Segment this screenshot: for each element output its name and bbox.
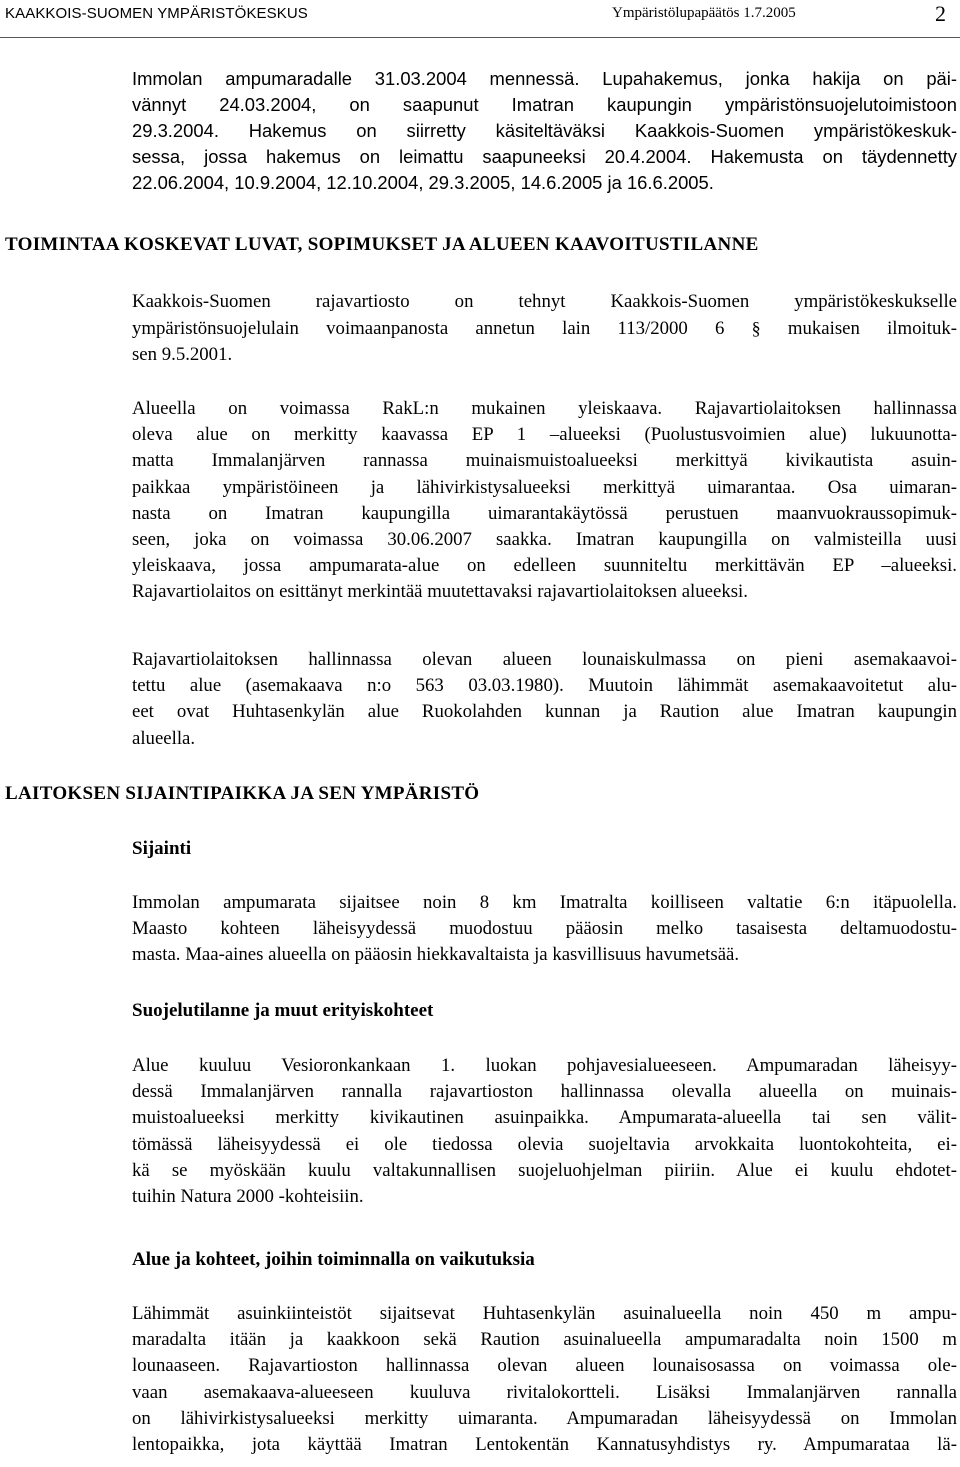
text-line [132,315,957,342]
text-line: sen 9.5.2001. [132,344,233,366]
text-line: tuihin Natura 2000 -kohteisiin. [132,1186,364,1208]
text-line: eet ovat Huhtasenkylän alue Ruokolahden kunnan ja Raution alue Imatran kaupungin [132,701,957,723]
text-line: Immolan ampumaradalle 31.03.2004 mennessä. Lupahakemus, jonka hakija on päi- [132,68,957,89]
text-line: lentopaikka, jota käyttää Imatran Lentokentän Kannatusyhdistys ry. Ampumarataa lä- [132,1434,957,1456]
text-fragment: ympäristönsuojelulain voimaanpanosta annetun lain 113/2000 6 [132,318,752,340]
text-line: masta. Maa-aines alueella on pääosin hiekkavaltaista ja kasvillisuus havumetsää. [132,944,740,966]
header-document-title: Ympäristölupapäätös 1.7.2005 [612,5,796,21]
text-line: dessä Immalanjärven rannalla rajavartioston hallinnassa olevalla alueella on muinais- [132,1081,957,1103]
text-line: seen, joka on voimassa 30.06.2007 saakka. Imatran kaupungilla on valmisteilla uusi [132,529,957,551]
subheading-affected-areas: Alue ja kohteet, joihin toiminnalla on vaikutuksia [132,1249,535,1270]
text-line: oleva alue on merkitty kaavassa EP 1 –alueeksi (Puolustusvoimien alue) lukuunotta- [132,424,957,446]
header-rule [0,37,960,38]
paragraph-detailed-plan [132,647,957,752]
subheading-protection-status: Suojelutilanne ja muut erityiskohteet [132,1000,434,1021]
text-line: 22.06.2004, 10.9.2004, 12.10.2004, 29.3.2005, 14.6.2005 ja 16.6.2005. [132,172,714,194]
text-line: lounaaseen. Rajavartioston hallinnassa olevan alueen lounaisosassa on voimassa ole- [132,1355,957,1377]
text-line: 29.3.2004. Hakemus on siirretty käsiteltäväksi Kaakkois-Suomen ympäristökeskuk- [132,120,957,142]
text-line: alueella. [132,727,196,749]
text-line: sessa, jossa hakemus on leimattu saapuneeksi 20.4.2004. Hakemusta on täydennetty [132,146,957,168]
heading-permits-and-zoning: TOIMINTAA KOSKEVAT LUVAT, SOPIMUKSET JA ALUEEN KAAVOITUSTILANNE [5,234,759,255]
text-line: Lähimmät asuinkiinteistöt sijaitsevat Huhtasenkylän asuinalueella noin 450 m ampu- [132,1303,957,1324]
text-line: Kaakkois-Suomen rajavartiosto on tehnyt Kaakkois-Suomen ympäristökeskukselle [132,291,957,312]
text-line: vaan asemakaava-alueeseen kuuluva rivitalokortteli. Lisäksi Immalanjärven rannalla [132,1381,957,1403]
text-line: Rajavartiolaitoksen hallinnassa olevan alueen lounaiskulmassa on pieni asemakaavoi- [132,649,957,670]
paragraph-border-guard-notification [132,289,957,369]
text-line: paikkaa ympäristöineen ja lähivirkistysalueeksi merkittyä uimarantaa. Osa uimaran- [132,476,957,498]
text-line: tömässä läheisyydessä ei ole tiedossa olevia suojeltavia arvokkaita luontokohteita, ei- [132,1133,957,1155]
text-line: maradalta itään ja kaakkoon sekä Raution asuinalueella ampumaradalta noin 1500 m [132,1329,957,1351]
text-line: Immolan ampumarata sijaitsee noin 8 km Imatralta koilliseen valtatie 6:n itäpuolella. [132,892,957,913]
intro-paragraph [132,66,957,196]
text-line: nasta on Imatran kaupungilla uimarantakäytössä perustuen maanvuokraussopimuk- [132,502,957,524]
paragraph-master-plan [132,396,957,606]
paragraph-affected-areas [132,1301,957,1458]
text-line: kä se myöskään kuulu valtakunnallisen suojeluohjelman piiriin. Alue ei kuulu ehdotet- [132,1159,957,1181]
text-line: Alue kuuluu Vesioronkankaan 1. luokan pohjavesialueeseen. Ampumaradan läheisyy- [132,1055,957,1076]
text-line: tettu alue (asemakaava n:o 563 03.03.1980). Muutoin lähimmät asemakaavoitetut alu- [132,675,957,697]
text-line: matta Immalanjärven rannassa muinaismuistoalueeksi merkittyä kivikautista asuin- [132,450,957,472]
page-number: 2 [935,1,946,26]
text-line: Alueella on voimassa RakL:n mukainen yleiskaava. Rajavartiolaitoksen hallinnassa [132,398,957,419]
section-sign: § [751,318,761,339]
header-organization: KAAKKOIS-SUOMEN YMPÄRISTÖKESKUS [5,5,308,22]
text-line: muistoalueeksi merkitty kivikautinen asuinpaikka. Ampumarata-alueella tai sen välit- [132,1107,957,1129]
heading-facility-location: LAITOKSEN SIJAINTIPAIKKA JA SEN YMPÄRISTÖ [5,783,480,804]
text-line: vännyt 24.03.2004, on saapunut Imatran kaupungin ympäristönsuojelutoimistoon [132,94,957,116]
paragraph-protection-status [132,1053,957,1210]
text-fragment: mukaisen ilmoituk- [760,318,957,340]
text-line: yleiskaava, jossa ampumarata-alue on edelleen suunniteltu merkittävän EP –alueeksi. [132,555,957,577]
text-line: on lähivirkistysalueeksi merkitty uimaranta. Ampumaradan läheisyydessä on Immolan [132,1407,957,1429]
page-header [0,0,960,40]
paragraph-location [132,890,957,969]
text-line: Rajavartiolaitos on esittänyt merkintää muutettavaksi rajavartiolaitoksen alueeksi. [132,581,748,603]
text-line: Maasto kohteen läheisyydessä muodostuu pääosin melko tasaisesta deltamuodostu- [132,918,957,940]
subheading-location: Sijainti [132,838,192,859]
